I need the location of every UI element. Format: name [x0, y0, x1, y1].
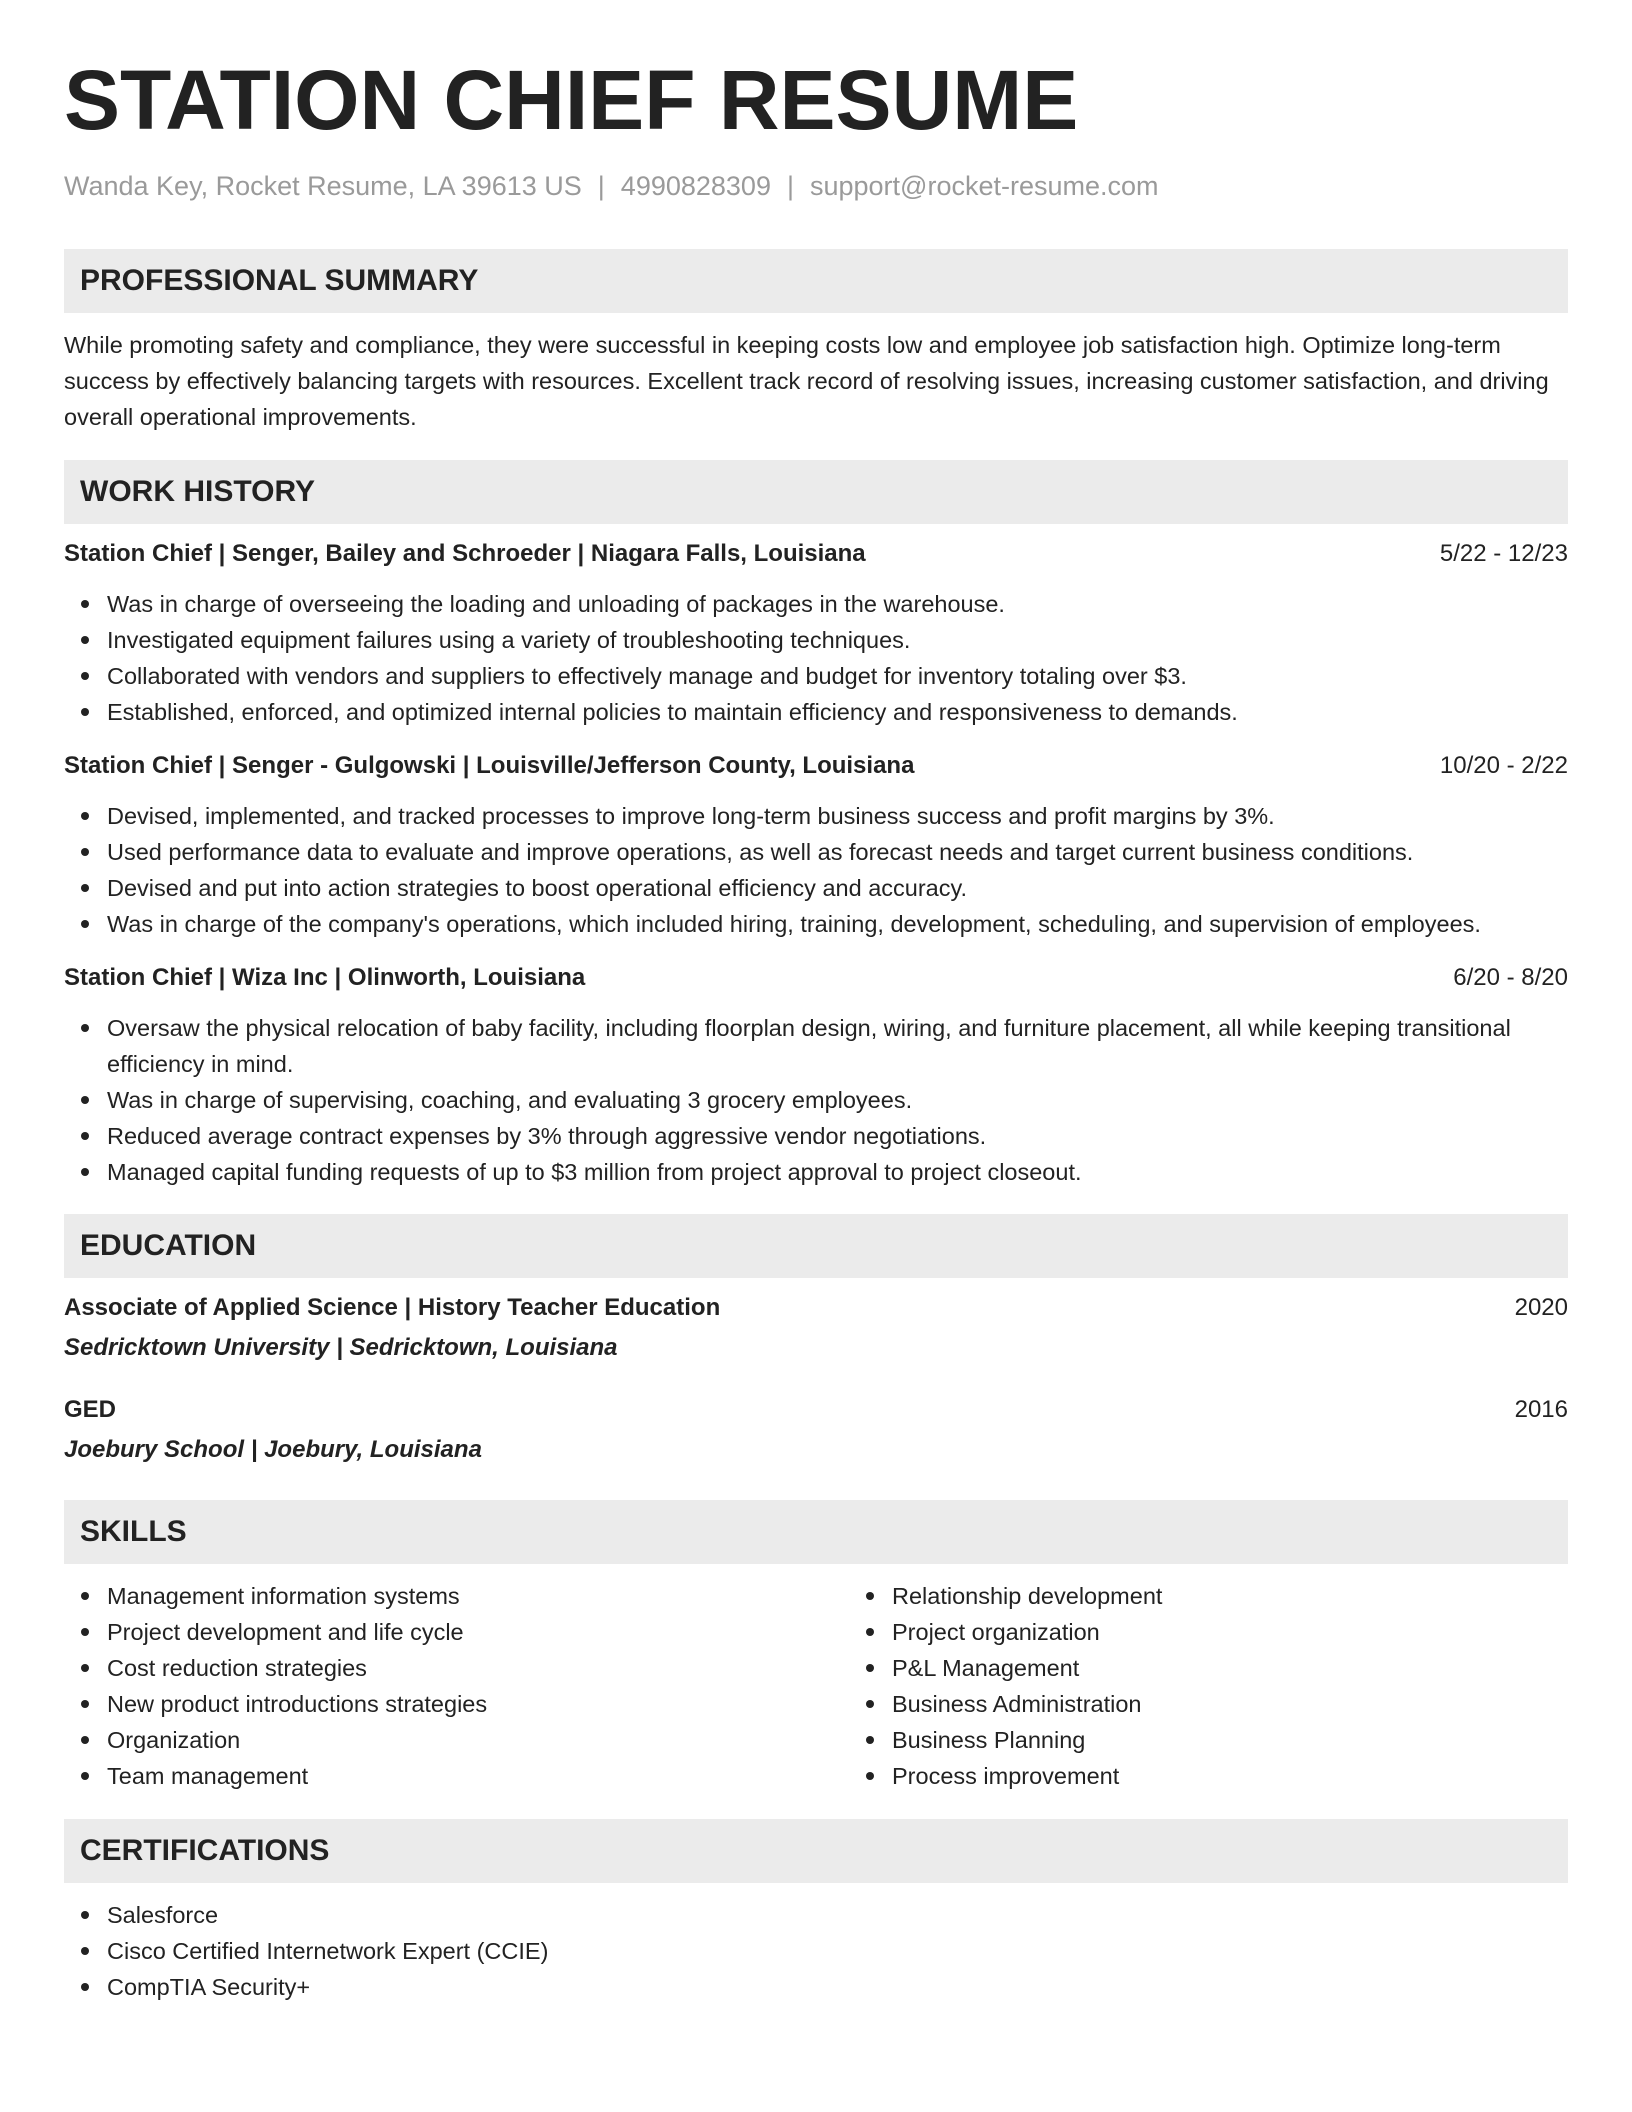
list-item: Reduced average contract expenses by 3% through aggressive vendor negotiations.	[107, 1118, 1568, 1154]
education-school: Joebury School | Joebury, Louisiana	[64, 1436, 482, 1464]
skills-list-right	[849, 1578, 1632, 1794]
education-degree: GED	[64, 1396, 117, 1424]
list-item: Was in charge of overseeing the loading and unloading of packages in the warehouse.	[107, 586, 1568, 622]
skills-list-left	[64, 1578, 849, 1794]
education-entry	[64, 1394, 1568, 1466]
summary-text: While promoting safety and compliance, they were successful in keeping costs low and employee job satisfaction high. Optimize long-term success by effectively balancing targets with resources. Excellent track record of resolving issues, increasing customer satisfaction, and driving overall operational improvements.	[64, 332, 1549, 431]
list-item: Team management	[107, 1758, 849, 1794]
contact-separator: |	[786, 171, 794, 201]
list-item: Collaborated with vendors and suppliers to effectively manage and budget for inventory totaling over $3.	[107, 658, 1568, 694]
education-school: Sedricktown University | Sedricktown, Louisiana	[64, 1334, 618, 1362]
list-item: Was in charge of supervising, coaching, and evaluating 3 grocery employees.	[107, 1082, 1568, 1118]
section-heading-work-history: WORK HISTORY	[64, 460, 1568, 524]
list-item: New product introductions strategies	[107, 1686, 849, 1722]
list-item: Managed capital funding requests of up to $3 million from project approval to project closeout.	[107, 1154, 1568, 1190]
job-dates: 6/20 - 8/20	[1453, 964, 1568, 992]
job-entry	[64, 750, 1568, 942]
contact-address: Wanda Key, Rocket Resume, LA 39613 US	[64, 171, 582, 201]
list-item: Cisco Certified Internetwork Expert (CCIE)	[107, 1933, 1568, 1969]
list-item: Was in charge of the company's operations, which included hiring, training, development, scheduling, and supervision of employees.	[107, 906, 1568, 942]
list-item: Investigated equipment failures using a variety of troubleshooting techniques.	[107, 622, 1568, 658]
contact-email: support@rocket-resume.com	[809, 171, 1159, 201]
education-entry	[64, 1292, 1568, 1364]
job-entry	[64, 538, 1568, 730]
job-bullets	[64, 798, 1568, 942]
section-heading-skills: SKILLS	[64, 1500, 1568, 1564]
list-item: Project development and life cycle	[107, 1614, 849, 1650]
education-header	[64, 1292, 1568, 1324]
list-item: Devised and put into action strategies to boost operational efficiency and accuracy.	[107, 870, 1568, 906]
contact-line	[64, 170, 1568, 202]
job-title: Station Chief | Senger, Bailey and Schroeder | Niagara Falls, Louisiana	[64, 540, 866, 568]
list-item: Organization	[107, 1722, 849, 1758]
list-item: Established, enforced, and optimized internal policies to maintain efficiency and responsiveness to demands.	[107, 694, 1568, 730]
list-item: Business Administration	[892, 1686, 1632, 1722]
section-heading-certifications: CERTIFICATIONS	[64, 1819, 1568, 1883]
job-bullets	[64, 1010, 1568, 1190]
list-item: Business Planning	[892, 1722, 1632, 1758]
skills-columns	[64, 1564, 1568, 1794]
section-heading-education: EDUCATION	[64, 1214, 1568, 1278]
certifications-list	[64, 1897, 1568, 2005]
list-item: Management information systems	[107, 1578, 849, 1614]
list-item: Used performance data to evaluate and improve operations, as well as forecast needs and target current business conditions.	[107, 834, 1568, 870]
list-item: P&L Management	[892, 1650, 1632, 1686]
list-item: Cost reduction strategies	[107, 1650, 849, 1686]
education-year: 2016	[1514, 1396, 1568, 1424]
list-item: Relationship development	[892, 1578, 1632, 1614]
education-header	[64, 1394, 1568, 1426]
job-header	[64, 962, 1568, 994]
list-item: Process improvement	[892, 1758, 1632, 1794]
job-bullets	[64, 586, 1568, 730]
list-item: Oversaw the physical relocation of baby facility, including floorplan design, wiring, and furniture placement, all while keeping transitional efficiency in mind.	[107, 1010, 1568, 1082]
job-title: Station Chief | Wiza Inc | Olinworth, Louisiana	[64, 964, 586, 992]
education-degree: Associate of Applied Science | History Teacher Education	[64, 1294, 721, 1322]
job-header	[64, 750, 1568, 782]
list-item: Devised, implemented, and tracked processes to improve long-term business success and profit margins by 3%.	[107, 798, 1568, 834]
list-item: Salesforce	[107, 1897, 1568, 1933]
contact-phone: 4990828309	[620, 171, 771, 201]
contact-separator: |	[597, 171, 605, 201]
education-year: 2020	[1514, 1294, 1568, 1322]
job-title: Station Chief | Senger - Gulgowski | Louisville/Jefferson County, Louisiana	[64, 752, 915, 780]
job-entry	[64, 962, 1568, 1190]
list-item: CompTIA Security+	[107, 1969, 1568, 2005]
job-dates: 10/20 - 2/22	[1439, 752, 1568, 780]
section-heading-summary: PROFESSIONAL SUMMARY	[64, 249, 1568, 313]
job-dates: 5/22 - 12/23	[1439, 540, 1568, 568]
resume-title: STATION CHIEF RESUME	[64, 53, 1079, 147]
job-header	[64, 538, 1568, 570]
list-item: Project organization	[892, 1614, 1632, 1650]
